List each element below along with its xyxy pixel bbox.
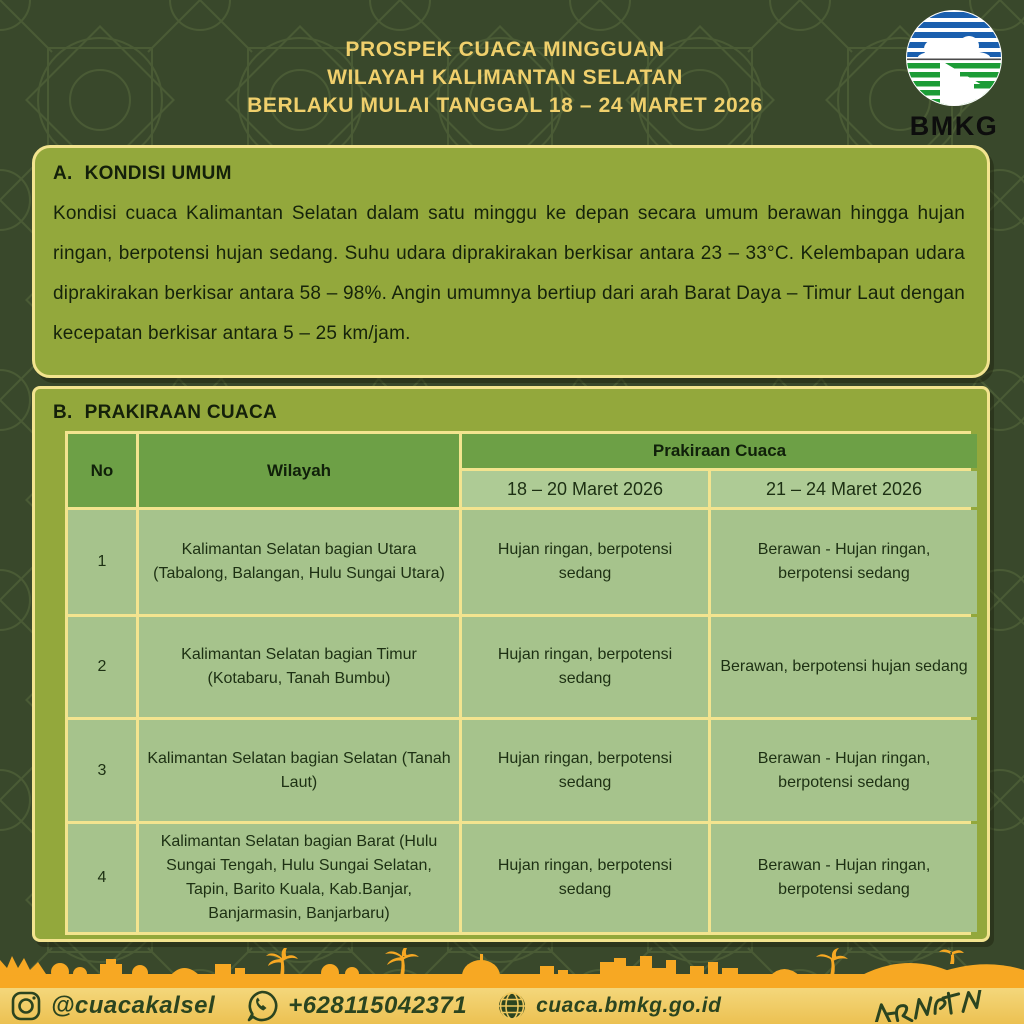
row1-wilayah: Kalimantan Selatan bagian Utara (Tabalong, Balangan, Hulu Sungai Utara) (139, 510, 459, 614)
footer-contact-bar (0, 988, 1024, 1024)
column-header-no: No (68, 434, 136, 507)
row4-wilayah: Kalimantan Selatan bagian Barat (Hulu Sungai Tengah, Hulu Sungai Selatan, Tapin, Barito Kuala, Kab.Banjar, Banjarmasin, Banjarbaru) (139, 824, 459, 932)
title-line-1: PROSPEK CUACA MINGGUAN (345, 38, 665, 61)
title-line-3: BERLAKU MULAI TANGGAL 18 – 24 MARET 2026 (247, 94, 763, 117)
section-b-title (53, 402, 987, 424)
artist-signature (870, 990, 990, 1024)
row3-wilayah: Kalimantan Selatan bagian Selatan (Tanah Laut) (139, 720, 459, 821)
row4-forecast-period2: Berawan - Hujan ringan, berpotensi sedang (711, 824, 977, 932)
row2-forecast-period2: Berawan, berpotensi hujan sedang (711, 617, 977, 717)
row4-no: 4 (68, 824, 136, 932)
column-header-period-2: 21 – 24 Maret 2026 (711, 471, 977, 507)
title-line-2: WILAYAH KALIMANTAN SELATAN (327, 66, 683, 89)
bmkg-logo-icon (904, 8, 1004, 108)
row3-forecast-period1: Hujan ringan, berpotensi sedang (462, 720, 708, 821)
row1-no: 1 (68, 510, 136, 614)
section-a-prefix: A. (53, 163, 73, 184)
row1-forecast-period1: Hujan ringan, berpotensi sedang (462, 510, 708, 614)
section-a-heading: KONDISI UMUM (84, 163, 232, 184)
section-prakiraan-cuaca (32, 386, 990, 942)
globe-icon (497, 991, 527, 1021)
column-header-prakiraan-cuaca: Prakiraan Cuaca (462, 434, 977, 468)
row1-forecast-period2: Berawan - Hujan ringan, berpotensi sedang (711, 510, 977, 614)
column-header-period-1: 18 – 20 Maret 2026 (462, 471, 708, 507)
row2-forecast-period1: Hujan ringan, berpotensi sedang (462, 617, 708, 717)
whatsapp-icon (245, 989, 279, 1023)
whatsapp-number[interactable]: +628115042371 (288, 992, 468, 1019)
row2-wilayah: Kalimantan Selatan bagian Timur (Kotabaru, Tanah Bumbu) (139, 617, 459, 717)
section-kondisi-umum (32, 145, 990, 378)
city-palm-silhouette (0, 948, 1024, 988)
section-b-heading: PRAKIRAAN CUACA (84, 402, 277, 423)
instagram-handle[interactable]: @cuacakalsel (51, 992, 216, 1019)
row4-forecast-period1: Hujan ringan, berpotensi sedang (462, 824, 708, 932)
bmkg-logo (898, 8, 1010, 142)
forecast-table (65, 431, 971, 935)
section-a-title (53, 163, 965, 185)
row3-forecast-period2: Berawan - Hujan ringan, berpotensi sedang (711, 720, 977, 821)
row2-no: 2 (68, 617, 136, 717)
section-b-prefix: B. (53, 402, 73, 423)
instagram-icon (10, 990, 42, 1022)
bmkg-logo-label: BMKG (909, 111, 999, 141)
row3-no: 3 (68, 720, 136, 821)
kondisi-umum-paragraph: Kondisi cuaca Kalimantan Selatan dalam satu minggu ke depan secara umum berawan hingga hujan ringan, berpotensi hujan sedang. Suhu udara diprakirakan berkisar antara 23 – 33°C. Kelembapan udara diprakirakan berkisar antara 58 – 98%. Angin umumnya bertiup dari arah Barat Daya – Timur Laut dengan kecepatan berkisar antara 5 – 25 km/jam. (53, 203, 965, 344)
website-url[interactable]: cuaca.bmkg.go.id (536, 994, 722, 1017)
column-header-wilayah: Wilayah (139, 434, 459, 507)
page-title (150, 36, 860, 120)
